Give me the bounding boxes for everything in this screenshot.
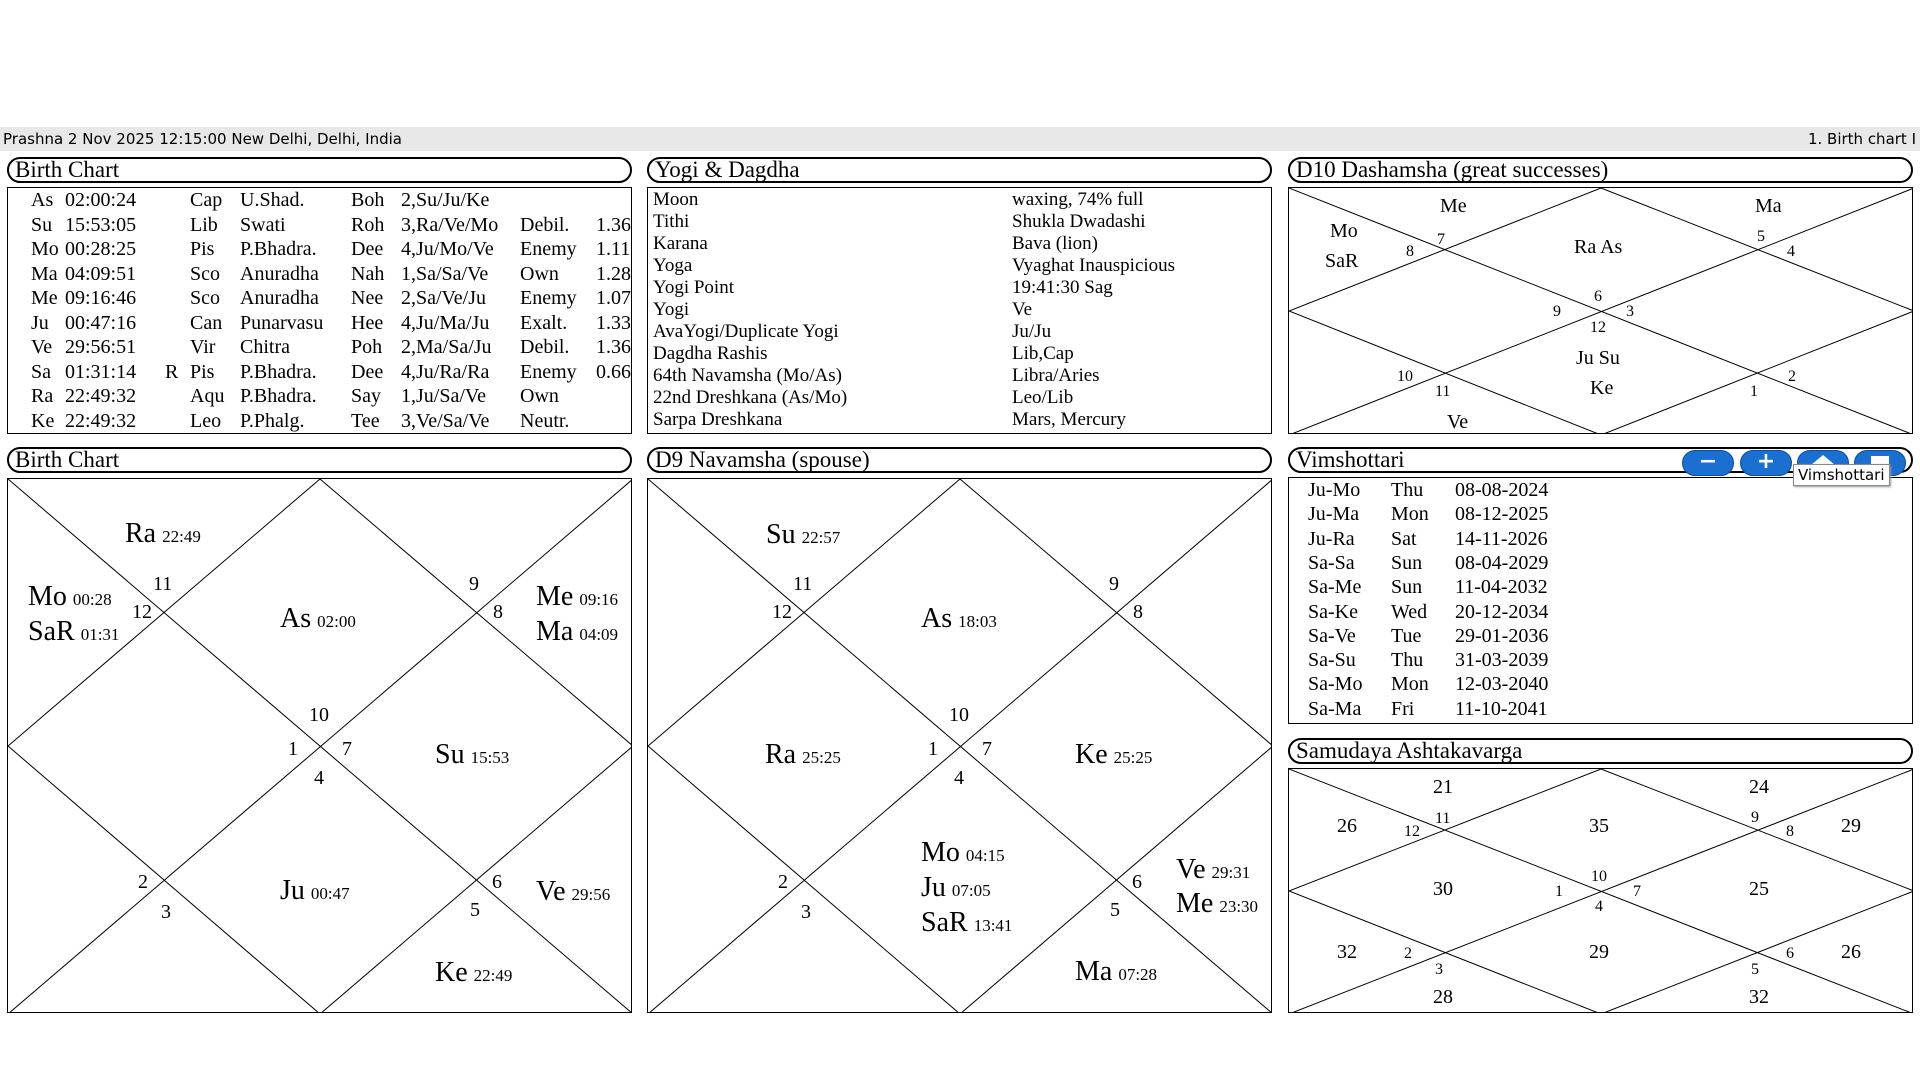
birth-table-row [8, 360, 631, 385]
svg-text:Mo00:28: Mo 00:28 [28, 581, 112, 612]
dasha-cell-p: Sa-Sa [1308, 551, 1355, 574]
bc-house-10: 10 [309, 704, 329, 726]
birth-cell-nak: U.Shad. [240, 189, 305, 211]
ak-score-7: 25 [1749, 878, 1769, 900]
yogi-row [648, 255, 1268, 277]
bc-planet-as: As [280, 603, 312, 634]
birth-cell-p: Ma [31, 262, 58, 285]
vimshottari-title[interactable]: Vimshottari [1288, 447, 1913, 473]
bc-planet-su: Su [435, 739, 465, 770]
birth-table-row [8, 238, 631, 262]
dasha-cell-date: 08-12-2025 [1455, 503, 1549, 526]
birth-cell-deg: 02:00:24 [65, 189, 137, 211]
birth-cell-p: Su [31, 213, 53, 236]
birth-cell-pada: Poh [351, 336, 383, 358]
d10-house-12: 12 [1590, 319, 1606, 336]
d9-house-8: 8 [1133, 601, 1143, 623]
yogi-key: AvaYogi/Duplicate Yogi [653, 321, 839, 342]
dasha-cell-p: Sa-Ke [1308, 600, 1358, 623]
d10-planet-ke: Ke [1590, 377, 1614, 399]
birth-cell-status: Enemy [520, 360, 577, 383]
yogi-value: Mars, Mercury [1012, 409, 1126, 430]
birth-cell-nak: Chitra [240, 336, 290, 358]
svg-text:As18:03: As 18:03 [921, 603, 997, 634]
yogi-row [648, 277, 1268, 299]
ak-house-6: 6 [1786, 945, 1794, 962]
d9-planet-ve: Ve [1176, 854, 1206, 885]
yogi-key: Tithi [653, 211, 690, 232]
yogi-row [648, 343, 1268, 365]
yogi-row [648, 321, 1268, 343]
dasha-cell-date: 31-03-2039 [1455, 649, 1549, 672]
dasha-row[interactable] [1289, 698, 1909, 722]
bc-planet-ma: Ma [536, 616, 574, 647]
d10-planet-sar: SaR [1325, 250, 1359, 272]
dasha-row[interactable] [1289, 552, 1909, 576]
zoom-out-button[interactable]: − [1682, 450, 1734, 476]
birth-cell-lords: 4,Ju/Ma/Ju [401, 311, 490, 334]
yogi-row [648, 299, 1268, 321]
d10-chart [1288, 187, 1913, 434]
birth-table-row [8, 336, 631, 360]
dasha-cell-p: Sa-Su [1308, 649, 1356, 672]
bc-house-1: 1 [288, 738, 298, 760]
birth-chart-title[interactable]: Birth Chart [7, 447, 632, 473]
birth-cell-status: Own [520, 262, 559, 285]
birth-cell-status: Neutr. [520, 409, 570, 432]
d10-house-6: 6 [1594, 288, 1602, 305]
title-bar [0, 127, 1920, 151]
yogi-row [648, 211, 1268, 233]
ak-score-12: 32 [1749, 986, 1769, 1008]
yogi-row [648, 365, 1268, 387]
birth-cell-p: Ra [31, 385, 54, 407]
svg-text:Ke25:25: Ke 25:25 [1075, 739, 1153, 770]
svg-text:Me09:16: Me 09:16 [536, 581, 619, 612]
birth-cell-pada: Roh [351, 213, 385, 236]
birth-cell-str: 1.33 [596, 311, 631, 334]
birth-table-row [8, 262, 631, 287]
yogi-key: Sarpa Dreshkana [653, 409, 783, 430]
birth-cell-str: 1.11 [596, 238, 631, 260]
birth-cell-status: Debil. [520, 336, 570, 358]
svg-text:Su22:57: Su 22:57 [766, 519, 841, 550]
d9-house-7: 7 [982, 738, 992, 760]
bc-house-12: 12 [132, 601, 152, 623]
birth-cell-str: 1.07 [596, 287, 631, 309]
birth-cell-status: Debil. [520, 213, 570, 236]
dasha-cell-p: Sa-Me [1308, 576, 1362, 599]
birth-cell-pada: Nah [351, 262, 385, 285]
dasha-cell-day: Thu [1391, 649, 1424, 672]
dasha-cell-day: Tue [1391, 624, 1422, 647]
birth-cell-status: Exalt. [520, 311, 568, 334]
yogi-row [648, 189, 1268, 211]
yogi-key: Dagdha Rashis [653, 343, 768, 364]
birth-cell-nak: P.Bhadra. [240, 238, 317, 260]
yogi-key: Yoga [653, 255, 693, 276]
d9-house-11: 11 [793, 573, 813, 595]
vimshottari-tooltip: Vimshottari [1793, 464, 1890, 486]
dasha-cell-date: 29-01-2036 [1455, 624, 1549, 647]
ak-house-10: 10 [1591, 868, 1607, 885]
ak-score-1: 21 [1433, 776, 1453, 798]
ashtakavarga-title[interactable]: Samudaya Ashtakavarga [1288, 738, 1913, 764]
bc-house-8: 8 [493, 601, 503, 623]
d10-house-1: 1 [1750, 383, 1758, 400]
birth-cell-sign: Pis [190, 360, 215, 383]
birth-cell-str: 1.36 [596, 213, 631, 236]
birth-cell-nak: Anuradha [240, 287, 319, 309]
yogi-key: Karana [653, 233, 708, 254]
d10-planet-ra-as: Ra As [1574, 236, 1623, 258]
birth-cell-pada: Dee [351, 238, 384, 260]
prashna-info: Prashna 2 Nov 2025 12:15:00 New Delhi, Delhi, India [3, 130, 402, 148]
ak-house-3: 3 [1435, 961, 1443, 978]
yogi-value: Leo/Lib [1012, 387, 1074, 408]
birth-cell-lords: 2,Sa/Ve/Ju [401, 287, 486, 309]
d9-planet-ra: Ra [765, 739, 797, 770]
birth-cell-nak: P.Bhadra. [240, 385, 317, 407]
ak-score-6: 30 [1433, 878, 1453, 900]
d9-planet-me: Me [1176, 888, 1214, 919]
yogi-key: 22nd Dreshkana (As/Mo) [653, 387, 848, 408]
birth-table-row [8, 385, 628, 409]
bc-planet-ke: Ke [435, 957, 468, 988]
dasha-cell-day: Sun [1391, 576, 1423, 599]
bc-planet-sar: SaR [28, 616, 75, 647]
chart-selector-label[interactable]: 1. Birth chart I [1807, 130, 1916, 148]
d9-house-2: 2 [778, 871, 788, 893]
birth-cell-pada: Hee [351, 311, 384, 334]
birth-cell-str: 1.28 [596, 262, 631, 285]
birth-cell-pada: Boh [351, 189, 385, 211]
svg-text:Me23:30: Me 23:30 [1176, 888, 1259, 919]
d10-house-2: 2 [1788, 368, 1796, 385]
birth-cell-p: As [31, 189, 54, 211]
yogi-table [647, 187, 1272, 434]
birth-cell-lords: 1,Sa/Sa/Ve [401, 262, 489, 285]
svg-text:Ra25:25: Ra 25:25 [765, 739, 841, 770]
dasha-cell-date: 11-04-2032 [1455, 576, 1548, 599]
yogi-row [648, 233, 1268, 255]
bc-house-6: 6 [492, 871, 502, 893]
ak-house-4: 4 [1595, 898, 1603, 915]
dasha-cell-p: Ju-Ra [1308, 527, 1355, 550]
birth-cell-p: Sa [31, 360, 51, 383]
bc-house-11: 11 [153, 573, 173, 595]
d9-planet-as: As [921, 603, 953, 634]
dasha-cell-day: Mon [1391, 503, 1429, 526]
yogi-row [648, 409, 1268, 431]
birth-cell-deg: 04:09:51 [65, 262, 137, 285]
bc-house-7: 7 [342, 738, 352, 760]
ak-house-8: 8 [1786, 823, 1794, 840]
ak-house-9: 9 [1751, 809, 1759, 826]
yogi-row [648, 387, 1268, 409]
birth-cell-deg: 22:49:32 [65, 385, 137, 407]
svg-text:Ra22:49: Ra 22:49 [125, 518, 201, 549]
yogi-value: Libra/Aries [1012, 365, 1100, 386]
bc-house-3: 3 [161, 901, 171, 923]
d9-title[interactable]: D9 Navamsha (spouse) [647, 447, 1272, 473]
dasha-cell-day: Fri [1391, 697, 1415, 720]
birth-table-row [8, 287, 631, 311]
birth-cell-lords: 2,Su/Ju/Ke [401, 189, 490, 211]
ak-house-11: 11 [1435, 810, 1451, 827]
svg-text:Ve29:31: Ve 29:31 [1176, 854, 1251, 885]
d10-house-10: 10 [1397, 368, 1413, 385]
bc-planet-me: Me [536, 581, 574, 612]
svg-text:Ju00:47: Ju 00:47 [280, 875, 350, 906]
yogi-value: 19:41:30 Sag [1012, 277, 1113, 298]
d9-house-3: 3 [801, 901, 811, 923]
birth-table [7, 187, 632, 434]
d9-house-1: 1 [928, 738, 938, 760]
dasha-cell-p: Sa-Ve [1308, 624, 1356, 647]
yogi-key: Moon [653, 189, 699, 210]
birth-cell-sign: Leo [190, 409, 222, 432]
yogi-value: Ju/Ju [1012, 321, 1052, 342]
dasha-row[interactable] [1289, 601, 1909, 625]
yogi-value: Vyaghat Inauspicious [1012, 255, 1176, 276]
dasha-cell-day: Sat [1391, 527, 1417, 550]
d10-planet-ju-su: Ju Su [1576, 347, 1620, 369]
dasha-cell-p: Ju-Ma [1308, 503, 1360, 526]
dasha-cell-date: 08-08-2024 [1455, 479, 1549, 501]
bc-house-2: 2 [138, 871, 148, 893]
birth-cell-deg: 00:28:25 [65, 238, 137, 260]
yogi-value: Ve [1012, 299, 1033, 320]
d10-house-11: 11 [1435, 383, 1451, 400]
bc-planet-ra: Ra [125, 518, 157, 549]
birth-cell-str: 1.36 [596, 336, 631, 358]
d10-house-5: 5 [1757, 228, 1765, 245]
dasha-row[interactable] [1289, 528, 1909, 552]
d9-chart [647, 478, 1272, 1013]
yogi-key: 64th Navamsha (Mo/As) [653, 365, 842, 386]
dasha-cell-day: Mon [1391, 673, 1429, 696]
svg-text:Mo04:15: Mo 04:15 [921, 837, 1005, 868]
svg-text:Ju07:05: Ju 07:05 [921, 872, 991, 903]
dasha-cell-date: 20-12-2034 [1455, 600, 1549, 623]
yogi-value: Shukla Dwadashi [1012, 211, 1146, 232]
d9-planet-ma: Ma [1075, 956, 1113, 987]
ak-score-10: 26 [1841, 941, 1861, 963]
ak-score-9: 29 [1589, 941, 1609, 963]
d10-house-3: 3 [1626, 303, 1634, 320]
ashtakavarga-chart [1288, 768, 1913, 1013]
ak-score-8: 32 [1337, 941, 1357, 963]
d9-house-12: 12 [772, 601, 792, 623]
dasha-row[interactable] [1289, 503, 1909, 527]
dasha-cell-date: 12-03-2040 [1455, 673, 1549, 696]
ak-house-7: 7 [1633, 883, 1641, 900]
dasha-row[interactable] [1289, 625, 1909, 649]
d9-house-6: 6 [1132, 871, 1142, 893]
bc-planet-mo: Mo [28, 581, 67, 612]
birth-cell-deg: 01:31:14 [65, 360, 137, 383]
birth-cell-p: Mo [31, 238, 59, 260]
d10-planet-mo: Mo [1330, 220, 1358, 242]
birth-table-row [8, 410, 628, 434]
ak-score-11: 28 [1433, 986, 1453, 1008]
birth-cell-p: Ju [31, 311, 49, 334]
birth-cell-sign: Pis [190, 238, 215, 260]
birth-cell-str: 0.66 [596, 360, 631, 383]
dasha-cell-p: Ju-Mo [1308, 479, 1361, 501]
birth-cell-nak: Anuradha [240, 262, 319, 285]
birth-cell-lords: 3,Ra/Ve/Mo [401, 213, 499, 236]
dasha-row[interactable] [1289, 673, 1909, 697]
ak-score-5: 29 [1841, 815, 1861, 837]
dasha-cell-day: Thu [1391, 479, 1424, 501]
birth-cell-pada: Dee [351, 360, 384, 383]
birth-cell-sign: Cap [190, 189, 223, 211]
birth-cell-sign: Sco [190, 287, 220, 309]
birth-cell-nak: P.Phalg. [240, 409, 305, 432]
birth-cell-sign: Sco [190, 262, 220, 285]
dasha-cell-p: Sa-Ma [1308, 697, 1362, 720]
birth-cell-nak: Swati [240, 213, 286, 236]
dasha-cell-date: 14-11-2026 [1455, 527, 1548, 550]
birth-cell-p: Me [31, 287, 58, 309]
birth-cell-nak: P.Bhadra. [240, 360, 317, 383]
d9-planet-ke: Ke [1075, 739, 1108, 770]
yogi-value: Bava (lion) [1012, 233, 1099, 254]
ak-score-4: 35 [1589, 815, 1609, 837]
birth-table-title[interactable]: Birth Chart [7, 157, 632, 183]
d9-planet-sar: SaR [921, 907, 968, 938]
d9-house-9: 9 [1109, 573, 1119, 595]
dasha-cell-day: Wed [1391, 600, 1428, 623]
birth-cell-sign: Can [190, 311, 223, 334]
dasha-cell-day: Sun [1391, 551, 1423, 574]
birth-cell-sign: Aqu [190, 385, 225, 407]
svg-text:Ma07:28: Ma 07:28 [1075, 956, 1158, 987]
ak-score-3: 26 [1337, 815, 1357, 837]
ak-house-1: 1 [1555, 883, 1563, 900]
d9-planet-su: Su [766, 519, 796, 550]
birth-table-row [8, 311, 631, 336]
birth-chart [7, 478, 632, 1013]
svg-text:SaR01:31: SaR 01:31 [28, 616, 120, 647]
birth-cell-lords: 3,Ve/Sa/Ve [401, 409, 490, 432]
birth-cell-pada: Say [351, 385, 381, 407]
birth-table-row [8, 213, 631, 238]
birth-cell-status: Enemy [520, 287, 577, 309]
bc-house-4: 4 [314, 767, 324, 789]
d9-house-10: 10 [949, 704, 969, 726]
yogi-key: Yogi Point [653, 277, 734, 298]
svg-text:Su15:53: Su 15:53 [435, 739, 510, 770]
birth-cell-status: Own [520, 385, 559, 407]
birth-cell-lords: 4,Ju/Ra/Ra [401, 360, 490, 383]
vimshottari-table [1288, 477, 1913, 724]
d10-planet-ma: Ma [1755, 195, 1782, 217]
birth-cell-lords: 2,Ma/Sa/Ju [401, 336, 492, 358]
dasha-cell-date: 08-04-2029 [1455, 551, 1549, 574]
birth-cell-pada: Nee [351, 287, 384, 309]
svg-text:Ke22:49: Ke 22:49 [435, 957, 513, 988]
d9-planet-mo: Mo [921, 837, 960, 868]
birth-cell-sign: Lib [190, 213, 218, 236]
birth-cell-deg: 29:56:51 [65, 336, 137, 358]
dasha-cell-p: Sa-Mo [1308, 673, 1363, 696]
dasha-row[interactable] [1289, 649, 1909, 673]
birth-cell-deg: 22:49:32 [65, 409, 137, 432]
d9-house-5: 5 [1110, 899, 1120, 921]
birth-cell-status: Enemy [520, 238, 577, 260]
ak-house-12: 12 [1404, 823, 1420, 840]
d10-house-7: 7 [1437, 231, 1445, 248]
yogi-value: Lib,Cap [1012, 343, 1074, 364]
d9-house-4: 4 [954, 767, 964, 789]
svg-text:Ve29:56: Ve 29:56 [536, 876, 611, 907]
ak-house-2: 2 [1404, 945, 1412, 962]
ak-house-5: 5 [1751, 961, 1759, 978]
dasha-cell-date: 11-10-2041 [1455, 697, 1548, 720]
svg-text:As02:00: As 02:00 [280, 603, 356, 634]
dasha-row[interactable] [1289, 576, 1909, 600]
birth-cell-nak: Punarvasu [240, 311, 324, 334]
d10-house-8: 8 [1406, 243, 1414, 260]
birth-cell-p: Ve [31, 336, 53, 358]
bc-planet-ju: Ju [280, 875, 305, 906]
d10-house-4: 4 [1787, 243, 1795, 260]
d10-planet-ve: Ve [1447, 411, 1469, 433]
birth-cell-deg: 15:53:05 [65, 213, 137, 236]
birth-cell-pada: Tee [351, 409, 380, 432]
birth-cell-lords: 1,Ju/Sa/Ve [401, 385, 486, 407]
yogi-value: waxing, 74% full [1012, 189, 1144, 210]
d10-planet-me: Me [1440, 195, 1467, 217]
d9-planet-ju: Ju [921, 872, 946, 903]
svg-text:SaR13:41: SaR 13:41 [921, 907, 1013, 938]
svg-text:Ma04:09: Ma 04:09 [536, 616, 619, 647]
d10-title[interactable]: D10 Dashamsha (great successes) [1288, 157, 1913, 183]
bc-house-9: 9 [469, 573, 479, 595]
zoom-in-button[interactable]: + [1740, 450, 1792, 476]
birth-cell-p: Ke [31, 409, 55, 432]
birth-cell-lords: 4,Ju/Mo/Ve [401, 238, 494, 260]
birth-table-row [8, 189, 628, 213]
birth-cell-deg: 00:47:16 [65, 311, 137, 334]
d10-house-9: 9 [1553, 303, 1561, 320]
bc-house-5: 5 [470, 899, 480, 921]
ak-score-2: 24 [1749, 776, 1769, 798]
bc-planet-ve: Ve [536, 876, 566, 907]
yogi-title[interactable]: Yogi & Dagdha [647, 157, 1272, 183]
birth-cell-deg: 09:16:46 [65, 287, 137, 309]
yogi-key: Yogi [653, 299, 690, 320]
birth-cell-sign: Vir [190, 336, 216, 358]
birth-cell-r: R [165, 360, 179, 383]
